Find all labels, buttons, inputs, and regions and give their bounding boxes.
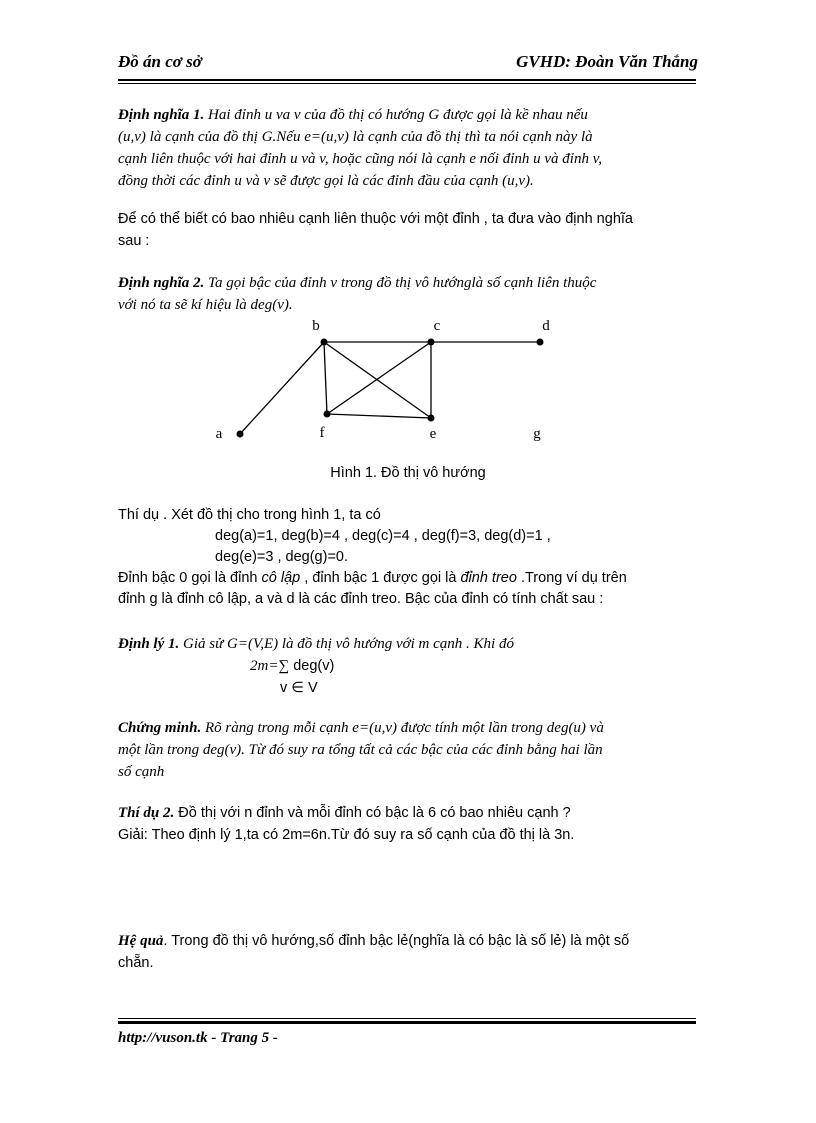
definition-2-label: Định nghĩa 2. — [118, 275, 205, 291]
isolated-pendant-line: Đỉnh bậc 0 gọi là đỉnh cô lập , đỉnh bậc 1 được gọi là đỉnh treo .Trong ví dụ trên — [118, 570, 627, 586]
example-2-text: Đồ thị với n đỉnh và mỗi đỉnh có bậc là 6 có bao nhiêu cạnh ? — [174, 805, 571, 821]
degree-list-line: deg(e)=3 , deg(g)=0. — [215, 549, 349, 565]
intro-line: Để có thể biết có bao nhiêu cạnh liên thuộc với một đỉnh , ta đưa vào định nghĩa — [118, 211, 633, 227]
intro-line: sau : — [118, 233, 150, 249]
graph-vertex-label-a: a — [215, 426, 223, 442]
definition-1-line: Hai đỉnh u va v của đồ thị có hướng G được gọi là kề nhau nếu — [204, 107, 588, 123]
graph-edge-f-e — [327, 414, 431, 418]
definition-1-line: (u,v) là cạnh của đồ thị G.Nếu e=(u,v) là cạnh của đồ thị thì ta nói cạnh này là — [118, 129, 593, 145]
proof-line: Rõ ràng trong mỗi cạnh e=(u,v) được tính một lần trong deg(u) và — [201, 720, 604, 736]
graph-vertex-label-d: d — [542, 318, 550, 334]
header-left: Đồ án cơ sở — [118, 52, 202, 71]
graph-vertex-a — [237, 431, 244, 438]
theorem-1-label: Định lý 1. — [118, 636, 180, 652]
corollary-label: Hệ quả — [118, 933, 164, 949]
graph-edge-c-f — [327, 342, 431, 414]
graph-figure — [0, 0, 816, 460]
degree-list-line: deg(a)=1, deg(b)=4 , deg(c)=4 , deg(f)=3, deg(d)=1 , — [215, 528, 551, 544]
isolated-term: cô lập — [261, 570, 301, 586]
proof — [118, 717, 703, 783]
example-1-line: đỉnh g là đỉnh cô lập, a và d là các đỉnh treo. Bậc của đỉnh có tính chất sau : — [118, 591, 604, 607]
corollary-text: . Trong đồ thị vô hướng,số đỉnh bậc lẻ(nghĩa là có bậc là số lẻ) là một số — [163, 933, 630, 949]
graph-vertex-label-f: f — [319, 425, 325, 441]
example-2-label: Thí dụ 2. — [118, 805, 175, 821]
example-1-intro: Thí dụ . Xét đồ thị cho trong hình 1, ta có — [118, 507, 381, 523]
theorem-1-text: Giả sử G=(V,E) là đồ thị vô hướng với m cạnh . Khi đó — [179, 636, 514, 652]
graph-vertex-label-c: c — [433, 318, 441, 334]
footer-divider — [118, 1021, 696, 1024]
definition-1-line: đồng thời các đỉnh u và v sẽ được gọi là các đỉnh đầu của cạnh (u,v). — [118, 173, 534, 189]
proof-label: Chứng minh. — [118, 720, 202, 736]
graph-vertex-label-g: g — [533, 426, 541, 442]
graph-vertex-label-e: e — [429, 426, 437, 442]
formula-subscript: v ∈ V — [280, 680, 318, 696]
corollary — [118, 930, 703, 974]
example-2 — [118, 802, 703, 846]
graph-vertex-c — [428, 339, 435, 346]
graph-vertex-f — [324, 411, 331, 418]
footer-text: http://vuson.tk - Trang 5 - — [118, 1030, 278, 1046]
graph-vertex-label-b: b — [312, 318, 320, 334]
graph-edge-b-f — [324, 342, 327, 414]
footer-divider-thin — [118, 1018, 696, 1019]
proof-line: một lần trong deg(v). Từ đó suy ra tổng tất cả các bậc của các đỉnh bằng hai lần — [118, 742, 603, 758]
graph-vertex-d — [537, 339, 544, 346]
example-1 — [118, 505, 703, 610]
theorem-formula: 2m=∑ deg(v) v ∈ V — [250, 655, 334, 699]
pendant-term: đỉnh treo — [460, 570, 517, 586]
proof-line: số cạnh — [118, 764, 165, 780]
graph-edge-a-b — [240, 342, 324, 434]
definition-2-line: Ta gọi bậc của đỉnh v trong đồ thị vô hướnglà số cạnh liên thuộc — [204, 275, 597, 291]
definition-2-line: với nó ta sẽ kí hiệu là deg(v). — [118, 297, 293, 313]
example-2-answer: Giải: Theo định lý 1,ta có 2m=6n.Từ đó suy ra số cạnh của đồ thị là 3n. — [118, 827, 575, 843]
corollary-text-2: chẵn. — [118, 955, 154, 971]
graph-vertex-e — [428, 415, 435, 422]
header-right: GVHD: Đoàn Văn Thắng — [516, 52, 698, 71]
definition-1-label: Định nghĩa 1. — [118, 107, 205, 123]
definition-1-line: cạnh liên thuộc với hai đỉnh u và v, hoặc cũng nói là cạnh e nối đỉnh u và đỉnh v, — [118, 151, 603, 167]
theorem-1 — [118, 633, 703, 655]
graph-vertex-b — [321, 339, 328, 346]
figure-caption: Hình 1. Đồ thị vô hướng — [330, 465, 486, 481]
